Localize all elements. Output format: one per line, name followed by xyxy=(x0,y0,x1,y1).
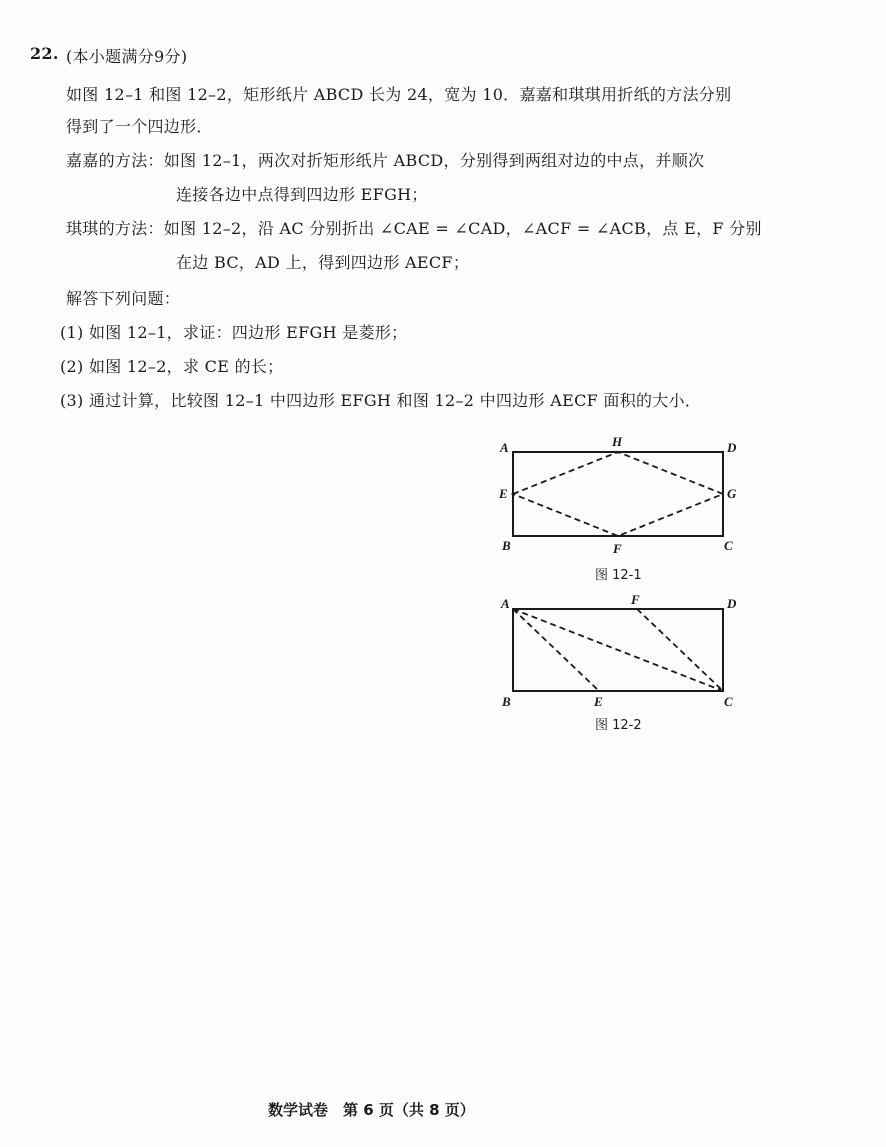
diagonal-ac xyxy=(513,609,723,691)
answer-prompt: 解答下列问题： xyxy=(66,289,181,308)
fig1-label-c: C xyxy=(724,538,733,553)
qiqi-method-line-1: 琪琪的方法：如图 12–2，沿 AC 分别折出 ∠CAE = ∠CAD，∠ACF = ∠ACB，点 E，F 分别 xyxy=(66,219,762,238)
fig2-label-a: A xyxy=(501,596,510,611)
qiqi-method-line-2: 在边 BC，AD 上，得到四边形 AECF； xyxy=(176,253,470,272)
fig2-label-d: D xyxy=(727,596,737,611)
fig1-label-b: B xyxy=(502,538,511,553)
figure-12-2-caption: 图 12-2 xyxy=(595,718,642,733)
segment-ae xyxy=(513,609,599,691)
figure-12-1-caption: 图 12-1 xyxy=(595,568,642,583)
fig1-label-e: E xyxy=(499,486,508,501)
intro-line-2: 得到了一个四边形． xyxy=(66,117,213,136)
fig1-label-a: A xyxy=(500,440,509,455)
question-number: 22. xyxy=(30,44,59,63)
part-3: (3) 通过计算，比较图 12–1 中四边形 EFGH 和图 12–2 中四边形 AECF 面积的大小． xyxy=(60,391,702,410)
segment-cf xyxy=(637,609,723,691)
intro-line-1: 如图 12–1 和图 12–2，矩形纸片 ABCD 长为 24，宽为 10．嘉嘉和琪琪用折纸的方法分别 xyxy=(66,85,732,104)
page-footer: 数学试卷 第 6 页（共 8 页） xyxy=(268,1101,475,1119)
part-2: (2) 如图 12–2，求 CE 的长； xyxy=(60,357,284,376)
fig2-label-c: C xyxy=(724,694,733,709)
rhombus-efgh xyxy=(513,452,723,536)
fig2-label-f: F xyxy=(631,592,640,607)
jiajia-method-line-2: 连接各边中点得到四边形 EFGH； xyxy=(176,185,428,204)
rectangle-abcd xyxy=(513,452,723,536)
fig1-label-h: H xyxy=(612,434,623,449)
fig1-label-d: D xyxy=(727,440,737,455)
fig2-label-b: B xyxy=(502,694,511,709)
fig1-label-f: F xyxy=(613,541,622,556)
jiajia-method-line-1: 嘉嘉的方法：如图 12–1，两次对折矩形纸片 ABCD，分别得到两组对边的中点，并顺次 xyxy=(66,151,705,170)
fig1-label-g: G xyxy=(727,486,737,501)
fig2-label-e: E xyxy=(594,694,603,709)
part-1: (1) 如图 12–1，求证：四边形 EFGH 是菱形； xyxy=(60,323,408,342)
score-note: (本小题满分9分) xyxy=(66,47,188,66)
